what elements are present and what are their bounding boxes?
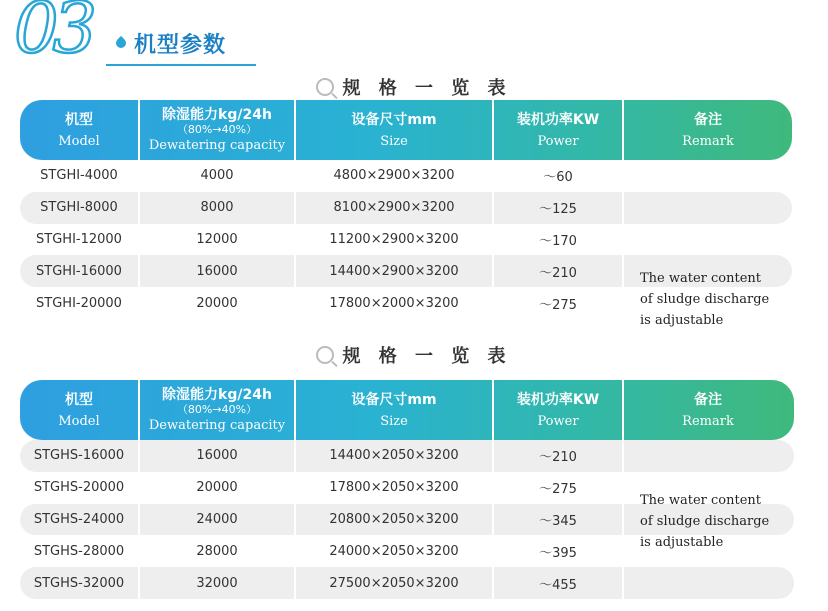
cell-capacity: 8000 (140, 192, 296, 224)
table-row (20, 192, 792, 224)
cell-size: 4800×2900×3200 (296, 160, 494, 192)
section-number: 03 (14, 0, 92, 69)
header-model: 机型 Model (20, 380, 140, 440)
header-model: 机型 Model (20, 100, 140, 160)
cell-remark (624, 160, 792, 192)
cell-capacity: 28000 (140, 535, 296, 567)
cell-remark (624, 567, 792, 599)
cell-capacity: 16000 (140, 440, 296, 472)
table-caption-text: 规 格 一 览 表 (342, 78, 512, 99)
table-row (20, 440, 794, 472)
cell-power: ～275 (494, 472, 624, 504)
header-remark: 备注 Remark (682, 391, 734, 429)
cell-size: 17800×2050×3200 (296, 472, 494, 504)
cell-power: ～210 (494, 255, 624, 287)
cell-model: STGHI-20000 (20, 287, 140, 319)
cell-power: ～125 (494, 192, 624, 224)
header-remark: 备注 Remark (682, 111, 734, 149)
table-body (20, 160, 792, 328)
search-icon (316, 346, 334, 364)
header-power: 装机功率KW Power (494, 100, 624, 160)
cell-power: ～395 (494, 535, 624, 567)
header-capacity: 除湿能力kg/24h （80%→40%） Dewatering capacity (140, 100, 296, 160)
cell-power: ～275 (494, 287, 624, 319)
table-row (20, 567, 794, 599)
search-icon (316, 78, 334, 96)
cell-capacity: 12000 (140, 224, 296, 256)
remark-note: The water content of sludge discharge is adjustable (640, 271, 770, 328)
cell-model: STGHS-28000 (20, 535, 140, 567)
remark-note: The water content of sludge discharge is adjustable (640, 493, 770, 550)
table-caption (0, 74, 828, 100)
section-header (10, 0, 310, 72)
cell-size: 20800×2050×3200 (296, 504, 494, 536)
cell-power: ～455 (494, 567, 624, 599)
cell-model: STGHS-32000 (20, 567, 140, 599)
cell-model: STGHS-16000 (20, 440, 140, 472)
cell-capacity: 4000 (140, 160, 296, 192)
table-row (20, 224, 792, 256)
cell-model: STGHS-24000 (20, 504, 140, 536)
cell-capacity: 20000 (140, 287, 296, 319)
cell-remark (624, 192, 792, 224)
cell-capacity: 32000 (140, 567, 296, 599)
cell-model: STGHI-8000 (20, 192, 140, 224)
spec-table (20, 380, 794, 599)
cell-size: 17800×2000×3200 (296, 287, 494, 319)
table-caption-text: 规 格 一 览 表 (342, 346, 512, 367)
cell-capacity: 24000 (140, 504, 296, 536)
header-power: 装机功率KW Power (494, 380, 624, 440)
cell-remark (624, 224, 792, 256)
table-caption (0, 342, 828, 368)
cell-power: ～210 (494, 440, 624, 472)
cell-model: STGHI-12000 (20, 224, 140, 256)
spec-table (20, 100, 792, 328)
section-title: 机型参数 (134, 33, 227, 58)
cell-power: ～170 (494, 224, 624, 256)
cell-size: 24000×2050×3200 (296, 535, 494, 567)
cell-power: ～345 (494, 504, 624, 536)
cell-size: 8100×2900×3200 (296, 192, 494, 224)
table-header (20, 380, 794, 440)
cell-model: STGHS-20000 (20, 472, 140, 504)
cell-capacity: 20000 (140, 472, 296, 504)
header-size: 设备尺寸mm Size (296, 100, 494, 160)
cell-size: 27500×2050×3200 (296, 567, 494, 599)
table-body (20, 440, 794, 599)
cell-model: STGHI-16000 (20, 255, 140, 287)
cell-power: ～60 (494, 160, 624, 192)
table-header (20, 100, 792, 160)
cell-size: 14400×2900×3200 (296, 255, 494, 287)
cell-model: STGHI-4000 (20, 160, 140, 192)
cell-capacity: 16000 (140, 255, 296, 287)
cell-size: 11200×2900×3200 (296, 224, 494, 256)
header-capacity: 除湿能力kg/24h （80%→40%） Dewatering capacity (140, 380, 296, 440)
table-row (20, 160, 792, 192)
section-underline (106, 64, 256, 66)
water-drop-icon (114, 36, 128, 50)
cell-size: 14400×2050×3200 (296, 440, 494, 472)
cell-remark (624, 440, 792, 472)
header-size: 设备尺寸mm Size (296, 380, 494, 440)
